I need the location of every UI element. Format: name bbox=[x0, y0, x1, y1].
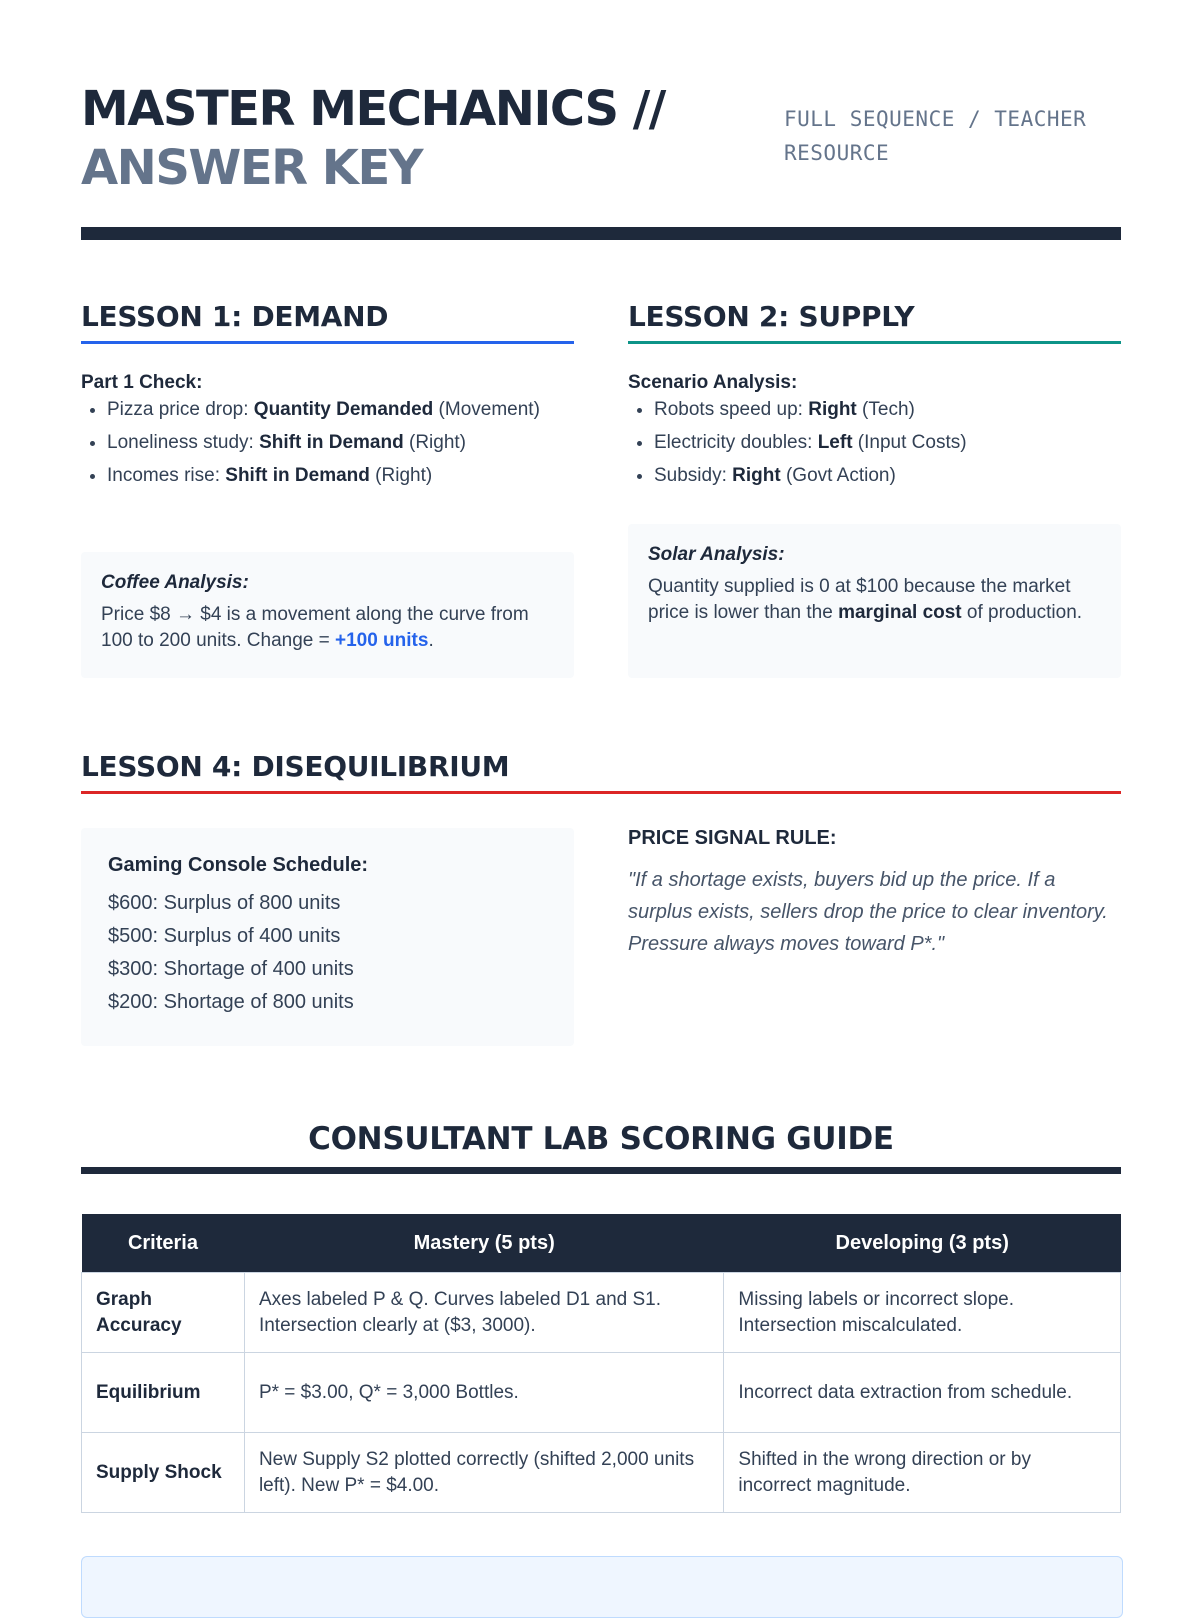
list-item bbox=[107, 430, 574, 456]
bullet-text: Loneliness study: bbox=[107, 432, 260, 453]
list-item bbox=[654, 430, 1121, 456]
lesson-2-heading: LESSON 2: SUPPLY bbox=[628, 300, 915, 333]
lesson-1-bullets bbox=[81, 397, 574, 489]
card-text-end: . bbox=[428, 630, 434, 651]
card-title: Coffee Analysis: bbox=[101, 572, 249, 593]
card-body bbox=[101, 602, 554, 654]
column-header: Mastery (5 pts) bbox=[244, 1214, 723, 1273]
lesson-2-check-label: Scenario Analysis: bbox=[628, 372, 798, 393]
lesson-1-heading: LESSON 1: DEMAND bbox=[81, 300, 389, 333]
bullet-text: Subsidy: bbox=[654, 465, 733, 486]
title-line-2: ANSWER KEY bbox=[81, 140, 423, 196]
bullet-text: Robots speed up: bbox=[654, 399, 809, 420]
scoring-table bbox=[81, 1214, 1121, 1513]
table-header-row bbox=[82, 1214, 1121, 1273]
list-item: $200: Shortage of 800 units bbox=[108, 991, 354, 1013]
list-item bbox=[107, 463, 574, 489]
bullet-answer: Left bbox=[817, 432, 853, 453]
list-item bbox=[654, 463, 1121, 489]
bullet-answer: Right bbox=[808, 399, 857, 420]
developing-cell: Missing labels or incorrect slope. Intersection miscalculated. bbox=[724, 1273, 1121, 1353]
lesson-4-section bbox=[81, 743, 1121, 794]
price-signal-rule bbox=[628, 827, 1108, 960]
bullet-text: Electricity doubles: bbox=[654, 432, 818, 453]
card-body bbox=[648, 574, 1101, 626]
bullet-note: (Right) bbox=[369, 465, 433, 486]
card-text: Quantity supplied is 0 at $100 because the market price is lower than the bbox=[648, 576, 1071, 623]
bullet-answer: Right bbox=[732, 465, 781, 486]
mastery-cell: Axes labeled P & Q. Curves labeled D1 and S1. Intersection clearly at ($3, 3000). bbox=[244, 1273, 723, 1353]
criteria-cell: Graph Accuracy bbox=[82, 1273, 245, 1353]
lesson-1-divider bbox=[81, 341, 574, 344]
table-row bbox=[82, 1273, 1121, 1353]
table-row bbox=[82, 1433, 1121, 1513]
card-emphasis: marginal cost bbox=[838, 602, 962, 623]
page-header bbox=[81, 80, 1121, 240]
mastery-cell: P* = $3.00, Q* = 3,000 Bottles. bbox=[244, 1353, 723, 1433]
card-text-end: of production. bbox=[961, 602, 1083, 623]
bullet-answer: Quantity Demanded bbox=[253, 399, 434, 420]
lesson-2-bullets bbox=[628, 397, 1121, 489]
lesson-2-divider bbox=[628, 341, 1121, 344]
card-highlight: +100 units bbox=[334, 630, 429, 651]
schedule-title: Gaming Console Schedule: bbox=[108, 854, 369, 876]
bullet-text: Pizza price drop: bbox=[107, 399, 254, 420]
title-line-1: MASTER MECHANICS // bbox=[81, 81, 665, 137]
criteria-cell: Equilibrium bbox=[82, 1353, 245, 1433]
solar-analysis-card bbox=[628, 524, 1121, 678]
bullet-answer: Shift in Demand bbox=[259, 432, 404, 453]
page-title bbox=[81, 80, 665, 198]
page-subtitle: FULL SEQUENCE / TEACHER RESOURCE bbox=[784, 107, 1087, 165]
mastery-cell: New Supply S2 plotted correctly (shifted 2,000 units left). New P* = $4.00. bbox=[244, 1433, 723, 1513]
list-item: $300: Shortage of 400 units bbox=[108, 958, 354, 980]
bullet-note: (Right) bbox=[403, 432, 467, 453]
developing-cell: Incorrect data extraction from schedule. bbox=[724, 1353, 1121, 1433]
scoring-guide-heading: CONSULTANT LAB SCORING GUIDE bbox=[308, 1121, 894, 1157]
column-header: Criteria bbox=[82, 1214, 245, 1273]
bullet-note: (Movement) bbox=[433, 399, 540, 420]
bullet-text: Incomes rise: bbox=[107, 465, 226, 486]
bullet-note: (Govt Action) bbox=[780, 465, 896, 486]
list-item: $600: Surplus of 800 units bbox=[108, 892, 341, 914]
gaming-console-schedule-card bbox=[81, 828, 574, 1046]
card-text: Price $8 → $4 is a movement along the curve from 100 to 200 units. Change = bbox=[101, 604, 529, 651]
lesson-2-section bbox=[628, 293, 1121, 678]
criteria-cell: Supply Shock bbox=[82, 1433, 245, 1513]
developing-cell: Shifted in the wrong direction or by incorrect magnitude. bbox=[724, 1433, 1121, 1513]
list-item bbox=[107, 397, 574, 423]
rule-title: PRICE SIGNAL RULE: bbox=[628, 827, 837, 849]
scoring-guide-header bbox=[81, 1115, 1121, 1163]
coffee-analysis-card bbox=[81, 552, 574, 678]
list-item: $500: Surplus of 400 units bbox=[108, 925, 341, 947]
column-header: Developing (3 pts) bbox=[724, 1214, 1121, 1273]
bottom-callout-box bbox=[81, 1556, 1123, 1618]
header-divider bbox=[81, 227, 1121, 240]
bullet-note: (Input Costs) bbox=[852, 432, 967, 453]
lesson-4-heading: LESSON 4: DISEQUILIBRIUM bbox=[81, 750, 510, 783]
bullet-answer: Shift in Demand bbox=[225, 465, 370, 486]
table-row bbox=[82, 1353, 1121, 1433]
lesson-1-section bbox=[81, 293, 574, 678]
rule-quote: "If a shortage exists, buyers bid up the price. If a surplus exists, sellers drop the price to clear inventory. Pressure always moves toward P*." bbox=[628, 869, 1108, 955]
bullet-note: (Tech) bbox=[856, 399, 915, 420]
scoring-divider bbox=[81, 1167, 1121, 1174]
lesson-4-divider bbox=[81, 791, 1121, 794]
lesson-1-check-label: Part 1 Check: bbox=[81, 372, 203, 393]
card-title: Solar Analysis: bbox=[648, 544, 785, 565]
schedule-list bbox=[108, 887, 547, 1019]
list-item bbox=[654, 397, 1121, 423]
